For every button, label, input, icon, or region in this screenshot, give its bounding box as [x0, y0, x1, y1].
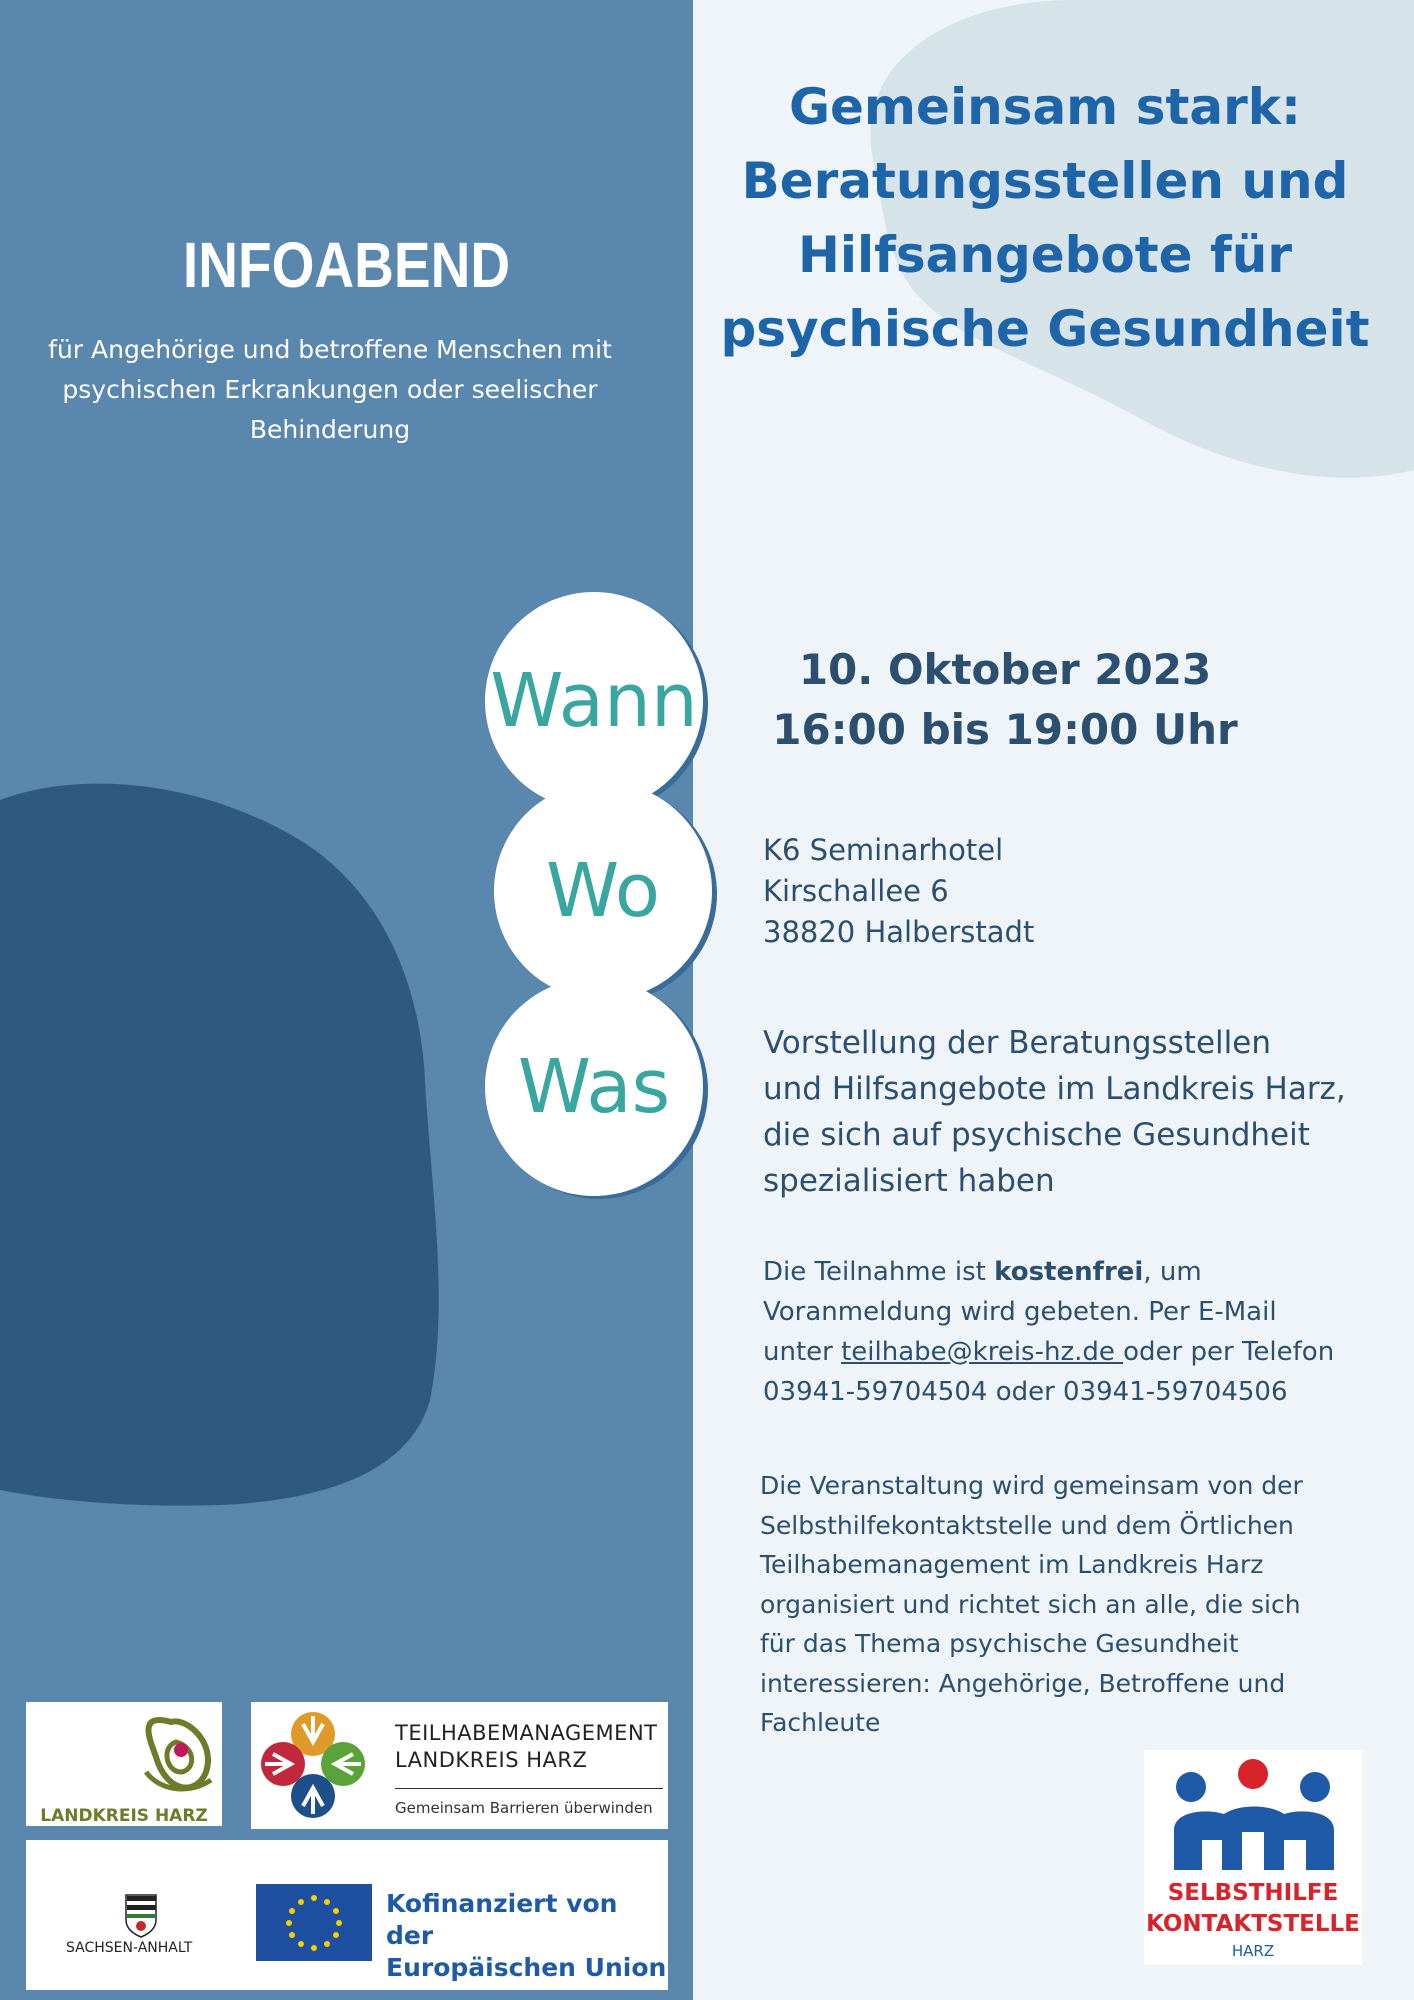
wann-label: Wann	[490, 658, 698, 744]
teilhabemanagement-line: LANDKREIS HARZ	[395, 1748, 588, 1772]
divider	[395, 1788, 663, 1789]
selbsthilfe-line: KONTAKTSTELLE	[1146, 1911, 1360, 1937]
teilhabemanagement-logo	[251, 1702, 668, 1829]
event-description	[763, 1020, 1363, 1204]
registration-text: oder per Telefon	[1123, 1337, 1335, 1367]
teilhabemanagement-title	[395, 1720, 657, 1774]
headline-line: Beratungsstellen und	[741, 152, 1349, 210]
wo-circle	[494, 782, 712, 1000]
registration-line: Voranmeldung wird gebeten. Per E-Mail	[763, 1297, 1277, 1327]
selbsthilfe-region: HARZ	[1231, 1942, 1275, 1960]
registration-text: , um	[1143, 1257, 1202, 1287]
organizer-line: Teilhabemanagement im Landkreis Harz	[760, 1550, 1264, 1579]
wann-circle	[485, 592, 703, 810]
organizer-line: für das Thema psychische Gesundheit	[760, 1629, 1239, 1658]
headline-line: psychische Gesundheit	[720, 300, 1370, 358]
subtitle-line: Behinderung	[249, 415, 411, 444]
location-line: K6 Seminarhotel	[763, 833, 1004, 867]
organizer-line: Die Veranstaltung wird gemeinsam von der	[760, 1471, 1303, 1500]
landkreis-harz-logo	[26, 1702, 222, 1826]
eu-label-line: Kofinanziert von der	[386, 1889, 618, 1950]
location-line: Kirschallee 6	[763, 874, 949, 908]
eu-label-line: Europäischen Union	[386, 1953, 667, 1982]
selbsthilfe-people-icon	[1144, 1750, 1362, 1880]
teilhabemanagement-line: TEILHABEMANAGEMENT	[395, 1721, 658, 1745]
organizer-line: Fachleute	[760, 1708, 881, 1737]
headline-line: Hilfsangebote für	[797, 226, 1293, 284]
organizer-info	[760, 1466, 1360, 1743]
subtitle-line: psychischen Erkrankungen oder seelischer	[62, 375, 598, 404]
registration-info	[763, 1252, 1363, 1412]
free-of-charge-text: kostenfrei	[994, 1257, 1144, 1287]
location-line: 38820 Halberstadt	[763, 915, 1035, 949]
organizer-line: interessieren: Angehörige, Betroffene und	[760, 1668, 1286, 1698]
landkreis-harz-emblem-icon	[26, 1702, 222, 1802]
event-date: 10. Oktober 2023	[798, 645, 1212, 694]
landkreis-harz-label: LANDKREIS HARZ	[40, 1806, 208, 1826]
funding-logos	[26, 1840, 668, 1990]
registration-line	[763, 1332, 1363, 1372]
selbsthilfe-title	[1144, 1878, 1362, 1940]
organizer-line: Selbsthilfekontaktstelle und dem Örtlichen	[760, 1510, 1294, 1540]
was-circle	[485, 978, 703, 1196]
sachsen-anhalt-coat-of-arms-icon	[116, 1890, 176, 1940]
registration-text: unter	[763, 1337, 842, 1367]
event-headline	[710, 70, 1380, 366]
event-time: 16:00 bis 19:00 Uhr	[772, 705, 1238, 754]
teilhabemanagement-slogan: Gemeinsam Barrieren überwinden	[395, 1799, 653, 1817]
hands-emblem-icon	[251, 1702, 391, 1829]
headline-line: Gemeinsam stark:	[788, 78, 1301, 136]
sachsen-anhalt-label: SACHSEN-ANHALT	[66, 1940, 193, 1956]
event-datetime	[770, 640, 1240, 760]
selbsthilfe-kontaktstelle-logo	[1144, 1750, 1362, 1965]
email-link[interactable]: teilhabe@kreis-hz.de	[841, 1337, 1124, 1367]
wo-label: Wo	[545, 848, 661, 934]
audience-subtitle	[30, 330, 630, 450]
event-type-title: INFOABEND	[182, 229, 511, 301]
description-line: spezialisiert haben	[763, 1163, 1055, 1199]
event-location	[763, 830, 1034, 953]
eu-cofunding-label	[386, 1888, 668, 1984]
description-line: die sich auf psychische Gesundheit	[763, 1117, 1310, 1153]
was-label: Was	[517, 1044, 671, 1130]
phone-numbers: 03941-59704504 oder 03941-59704506	[763, 1377, 1288, 1407]
subtitle-line: für Angehörige und betroffene Menschen mit	[48, 335, 612, 364]
registration-text: Die Teilnahme ist	[763, 1257, 995, 1287]
selbsthilfe-line: SELBSTHILFE	[1167, 1880, 1339, 1906]
description-line: und Hilfsangebote im Landkreis Harz,	[763, 1071, 1346, 1107]
eu-flag-icon	[256, 1884, 372, 1961]
registration-line	[763, 1252, 1363, 1292]
description-line: Vorstellung der Beratungsstellen	[763, 1025, 1271, 1061]
organizer-line: organisiert und richtet sich an alle, die sich	[760, 1589, 1301, 1619]
